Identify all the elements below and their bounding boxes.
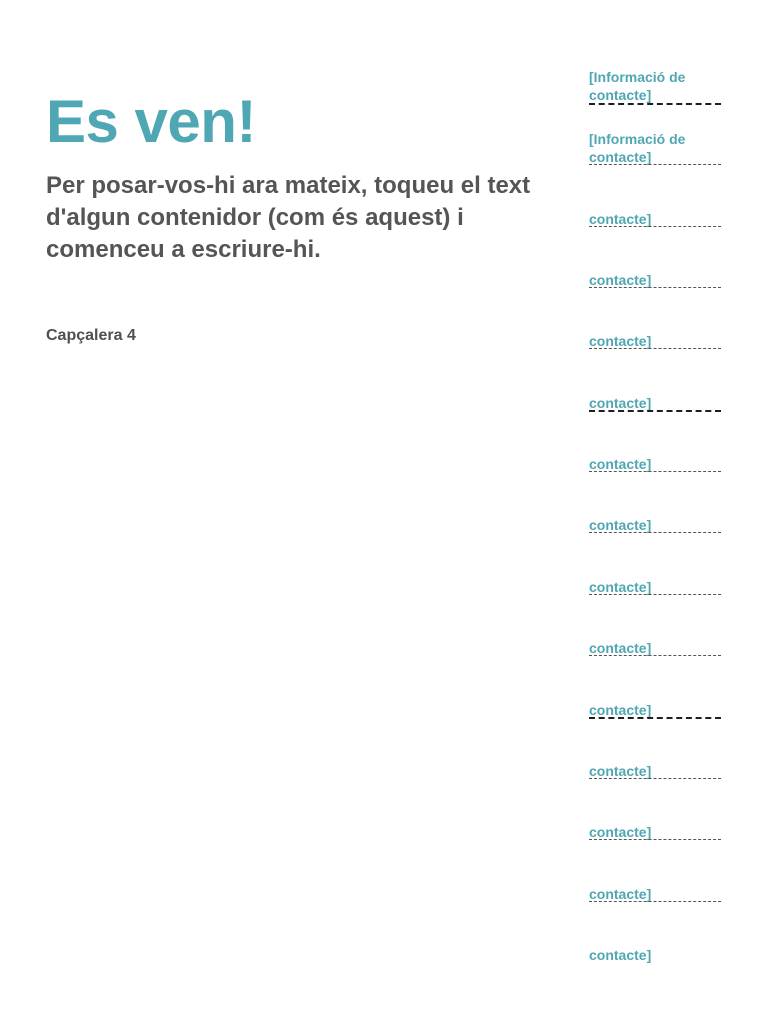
tab-cut-line — [589, 655, 721, 656]
tab-cut-line — [589, 594, 721, 595]
tear-off-tab[interactable] — [589, 68, 723, 104]
tab-contact-text[interactable]: contacte] — [589, 456, 652, 472]
tab-cut-line — [589, 717, 721, 719]
tab-cut-line — [589, 103, 721, 105]
tab-contact-text[interactable]: contacte] — [589, 702, 652, 718]
tear-off-tab[interactable] — [589, 762, 723, 780]
tab-cut-line — [589, 532, 721, 533]
tab-contact-text[interactable]: contacte] — [589, 640, 652, 656]
tab-contact-text[interactable]: [Informació de contacte] — [589, 69, 686, 103]
tab-cut-line — [589, 226, 721, 227]
tear-off-tab[interactable] — [589, 946, 723, 964]
tear-off-tab[interactable] — [589, 516, 723, 534]
tab-contact-text[interactable]: contacte] — [589, 517, 652, 533]
page-title[interactable]: Es ven! — [46, 88, 256, 155]
tab-contact-text[interactable]: contacte] — [589, 763, 652, 779]
tab-cut-line — [589, 471, 721, 472]
tab-contact-text[interactable]: contacte] — [589, 579, 652, 595]
tear-off-tab[interactable] — [589, 130, 723, 166]
tab-contact-text[interactable]: [Informació de contacte] — [589, 131, 686, 165]
tear-off-tab[interactable] — [589, 394, 723, 412]
tab-contact-text[interactable]: contacte] — [589, 947, 652, 963]
tear-off-tab[interactable] — [589, 639, 723, 657]
tab-contact-text[interactable]: contacte] — [589, 333, 652, 349]
subtitle-text[interactable]: Per posar-vos-hi ara mateix, toqueu el text d'algun contenidor (com és aquest) i comenceu a escriure-hi. — [46, 172, 531, 263]
tear-off-tab[interactable] — [589, 823, 723, 841]
tab-cut-line — [589, 410, 721, 412]
tab-cut-line — [589, 901, 721, 902]
tear-off-tab[interactable] — [589, 271, 723, 289]
tab-contact-text[interactable]: contacte] — [589, 824, 652, 840]
tear-off-tab[interactable] — [589, 885, 723, 903]
tear-off-tab[interactable] — [589, 701, 723, 719]
tab-contact-text[interactable]: contacte] — [589, 395, 652, 411]
tear-off-tab[interactable] — [589, 332, 723, 350]
tab-contact-text[interactable]: contacte] — [589, 211, 652, 227]
tab-cut-line — [589, 778, 721, 779]
tab-contact-text[interactable]: contacte] — [589, 886, 652, 902]
tear-off-tabs — [589, 68, 723, 988]
tab-cut-line — [589, 164, 721, 165]
tear-off-tab[interactable] — [589, 210, 723, 228]
tear-off-tab[interactable] — [589, 578, 723, 596]
tab-cut-line — [589, 287, 721, 288]
heading-4[interactable]: Capçalera 4 — [46, 327, 136, 344]
tear-off-tab[interactable] — [589, 455, 723, 473]
tab-cut-line — [589, 348, 721, 349]
tab-contact-text[interactable]: contacte] — [589, 272, 652, 288]
tab-cut-line — [589, 839, 721, 840]
